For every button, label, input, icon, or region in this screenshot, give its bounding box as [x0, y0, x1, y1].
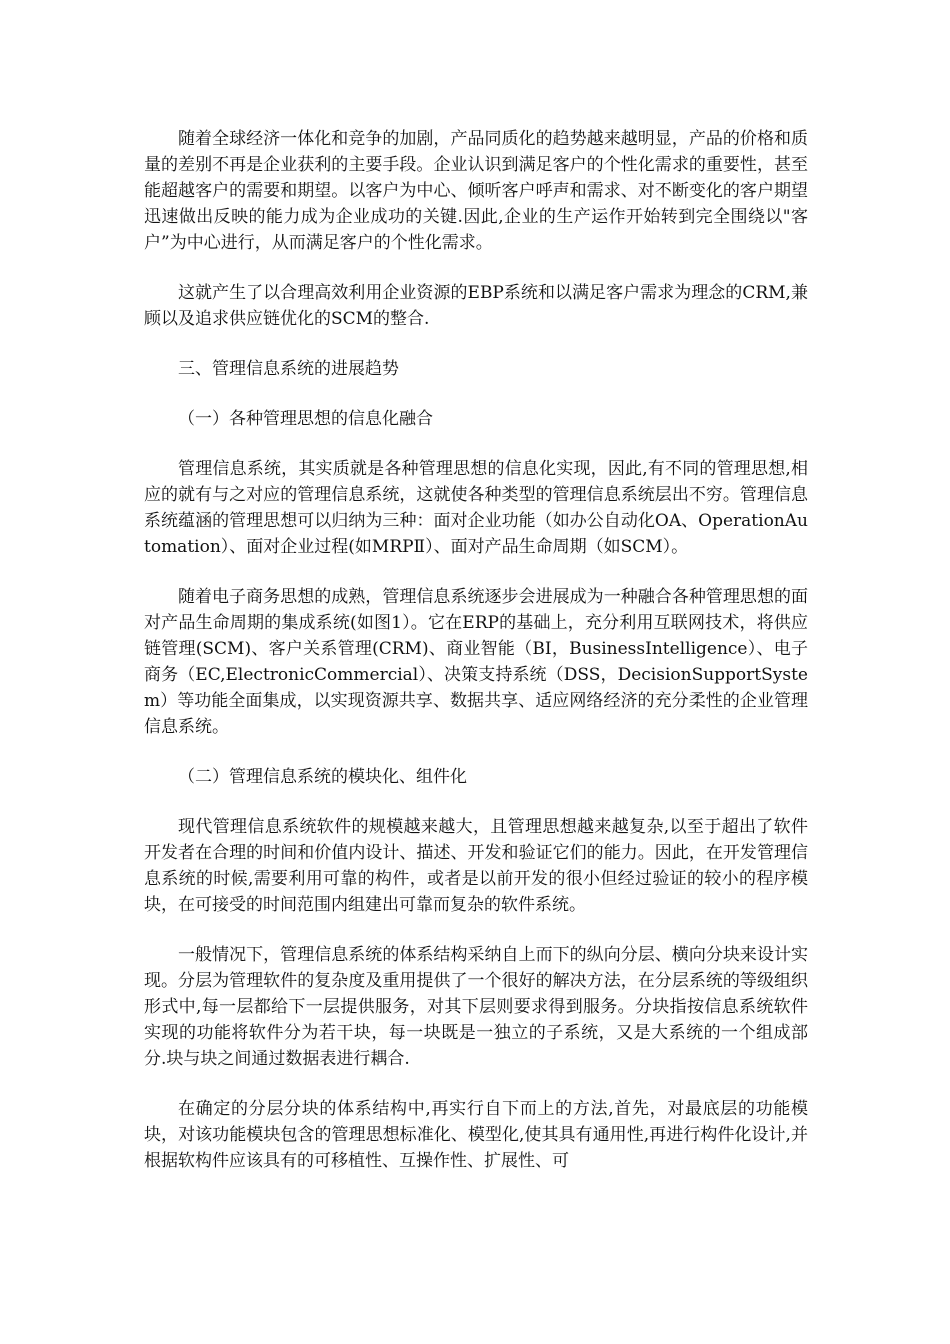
paragraph-bottom-up-method: 在确定的分层分块的体系结构中,再实行自下而上的方法,首先，对最底层的功能模块，对该功能模块包含的管理思想标准化、模型化,使其具有通用性,再进行构件化设计,并根据软构件应该具有的可移植性、互操作性、扩展性、可 — [144, 1099, 808, 1171]
paragraph-ecommerce-integration: 随着电子商务思想的成熟，管理信息系统逐步会进展成为一种融合各种管理思想的面对产品生命周期的集成系统(如图1）。它在ERP的基础上，充分利用互联网技术，将供应链管理(SCM)、客户关系管理(CRM)、商业智能（BI，BusinessIntelligence）、电子商务（EC,ElectronicCommercial）、决策支持系统（DSS，DecisionSupportSystem）等功能全面集成，以实现资源共享、数据共享、适应网络经济的充分柔性的企业管理信息系统。 — [144, 587, 808, 737]
paragraph-erp-crm-scm: 这就产生了以合理高效利用企业资源的EBP系统和以满足客户需求为理念的CRM,兼顾以及追求供应链优化的SCM的整合. — [144, 283, 808, 329]
paragraph-management-ideas: 管理信息系统，其实质就是各种管理思想的信息化实现，因此,有不同的管理思想,相应的就有与之对应的管理信息系统，这就使各种类型的管理信息系统层出不穷。管理信息系统蕴涵的管理思想可以归纳为三种：面对企业功能（如办公自动化OA、OperationAutomation）、面对企业过程(如MRPⅡ）、面对产品生命周期（如SCM）。 — [144, 459, 808, 557]
subsection-heading-modular: （二）管理信息系统的模块化、组件化 — [178, 767, 467, 787]
section-heading-trends: 三、管理信息系统的进展趋势 — [178, 359, 399, 379]
document-body — [144, 126, 808, 1198]
paragraph-intro-market: 随着全球经济一体化和竞争的加剧，产品同质化的趋势越来越明显，产品的价格和质量的差别不再是企业获利的主要手段。企业认识到满足客户的个性化需求的重要性，甚至能超越客户的需要和期望。以客户为中心、倾听客户呼声和需求、对不断变化的客户期望迅速做出反映的能力成为企业成功的关键.因此,企业的生产运作开始转到完全围绕以"客户”为中心进行，从而满足客户的个性化需求。 — [144, 129, 808, 253]
paragraph-software-scale: 现代管理信息系统软件的规模越来越大，且管理思想越来越复杂,以至于超出了软件开发者在合理的时间和价值内设计、描述、开发和验证它们的能力。因此，在开发管理信息系统的时候,需要利用可靠的构件，或者是以前开发的很小但经过验证的较小的程序模块，在可接受的时间范围内组建出可靠而复杂的软件系统。 — [144, 817, 808, 915]
subsection-heading-fusion: （一）各种管理思想的信息化融合 — [178, 409, 433, 429]
paragraph-layered-architecture: 一般情况下，管理信息系统的体系结构采纳自上而下的纵向分层、横向分块来设计实现。分层为管理软件的复杂度及重用提供了一个很好的解决方法，在分层系统的等级组织形式中,每一层都给下一层提供服务，对其下层则要求得到服务。分块指按信息系统软件实现的功能将软件分为若干块，每一块既是一独立的子系统，又是大系统的一个组成部分.块与块之间通过数据表进行耦合. — [144, 945, 808, 1069]
